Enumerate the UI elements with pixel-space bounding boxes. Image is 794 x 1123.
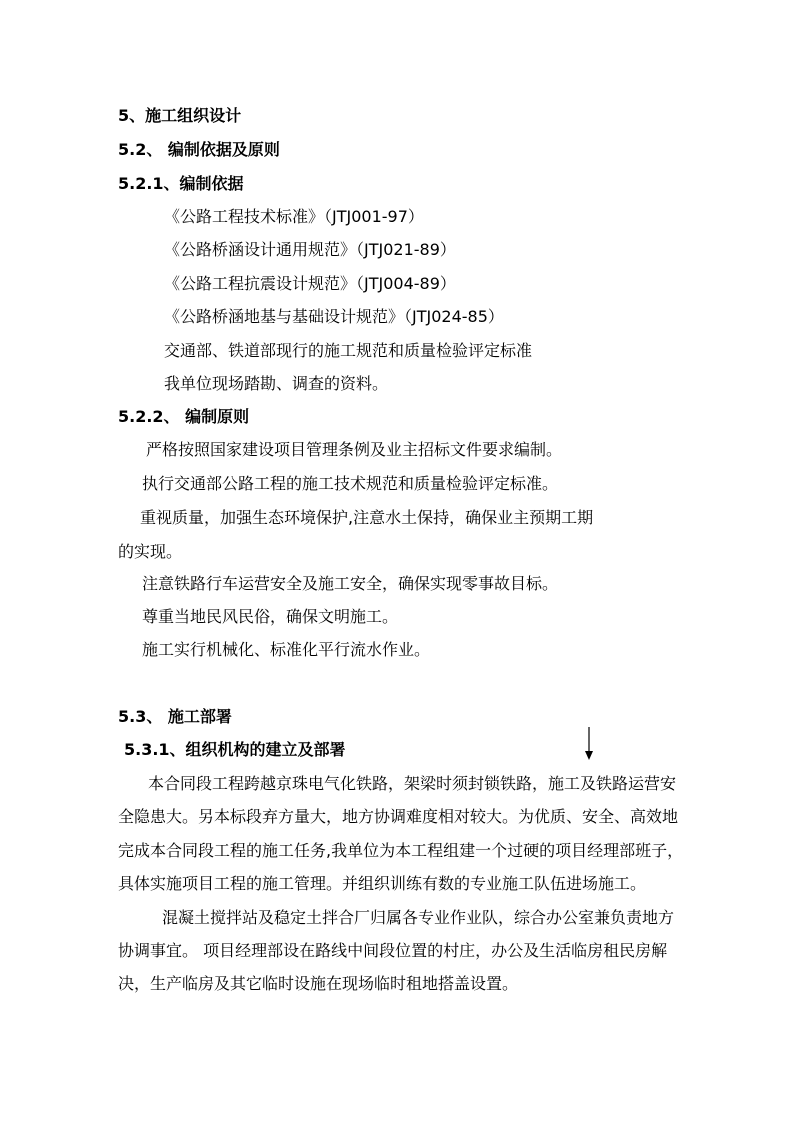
reference-item: 《公路工程抗震设计规范》（JTJ004-89） xyxy=(164,274,456,293)
principle-item: 尊重当地民风民俗，确保文明施工。 xyxy=(142,607,399,626)
reference-item: 《公路桥涵设计通用规范》（JTJ021-89） xyxy=(164,240,456,259)
principle-item: 施工实行机械化、标准化平行流水作业。 xyxy=(142,640,431,659)
principle-item: 重视质量，加强生态环境保护,注意水土保持，确保业主预期工期 xyxy=(140,508,594,527)
paragraph-line: 具体实施项目工程的施工管理。并组织训练有数的专业施工队伍进场施工。 xyxy=(118,874,647,893)
heading-section-5-3-1: 5.3.1、组织机构的建立及部署 xyxy=(124,740,346,759)
paragraph-line: 决，生产临房及其它临时设施在现场临时租地搭盖设置。 xyxy=(118,974,519,993)
principle-item: 严格按照国家建设项目管理条例及业主招标文件要求编制。 xyxy=(146,440,563,459)
paragraph-line: 协调事宜。 项目经理部设在路线中间段位置的村庄，办公及生活临房租民房解 xyxy=(118,941,668,960)
principle-item: 注意铁路行车运营安全及施工安全，确保实现零事故目标。 xyxy=(142,574,559,593)
paragraph-line: 完成本合同段工程的施工任务,我单位为本工程组建一个过硬的项目经理部班子， xyxy=(118,841,684,860)
heading-section-5-3: 5.3、 施工部署 xyxy=(118,707,232,726)
reference-item: 《公路桥涵地基与基础设计规范》（JTJ024-85） xyxy=(164,307,504,326)
heading-section-5: 5、施工组织设计 xyxy=(118,106,242,125)
reference-item: 我单位现场踏勘、调查的资料。 xyxy=(164,374,389,393)
reference-item: 《公路工程技术标准》（JTJ001-97） xyxy=(164,207,424,226)
heading-section-5-2-1: 5.2.1、编制依据 xyxy=(118,174,244,193)
principle-item-continuation: 的实现。 xyxy=(118,542,183,561)
heading-section-5-2: 5.2、 编制依据及原则 xyxy=(118,140,280,159)
paragraph-line: 混凝土搅拌站及稳定土拌合厂归属各专业作业队，综合办公室兼负责地方 xyxy=(162,908,675,927)
heading-section-5-2-2: 5.2.2、 编制原则 xyxy=(118,407,250,426)
paragraph-line: 本合同段工程跨越京珠电气化铁路，架梁时须封锁铁路，施工及铁路运营安 xyxy=(148,774,677,793)
reference-item: 交通部、铁道部现行的施工规范和质量检验评定标准 xyxy=(164,341,533,360)
down-arrow-icon xyxy=(583,727,595,761)
principle-item: 执行交通部公路工程的施工技术规范和质量检验评定标准。 xyxy=(142,474,559,493)
paragraph-line: 全隐患大。另本标段弃方量大，地方协调难度相对较大。为优质、安全、高效地 xyxy=(118,807,679,826)
